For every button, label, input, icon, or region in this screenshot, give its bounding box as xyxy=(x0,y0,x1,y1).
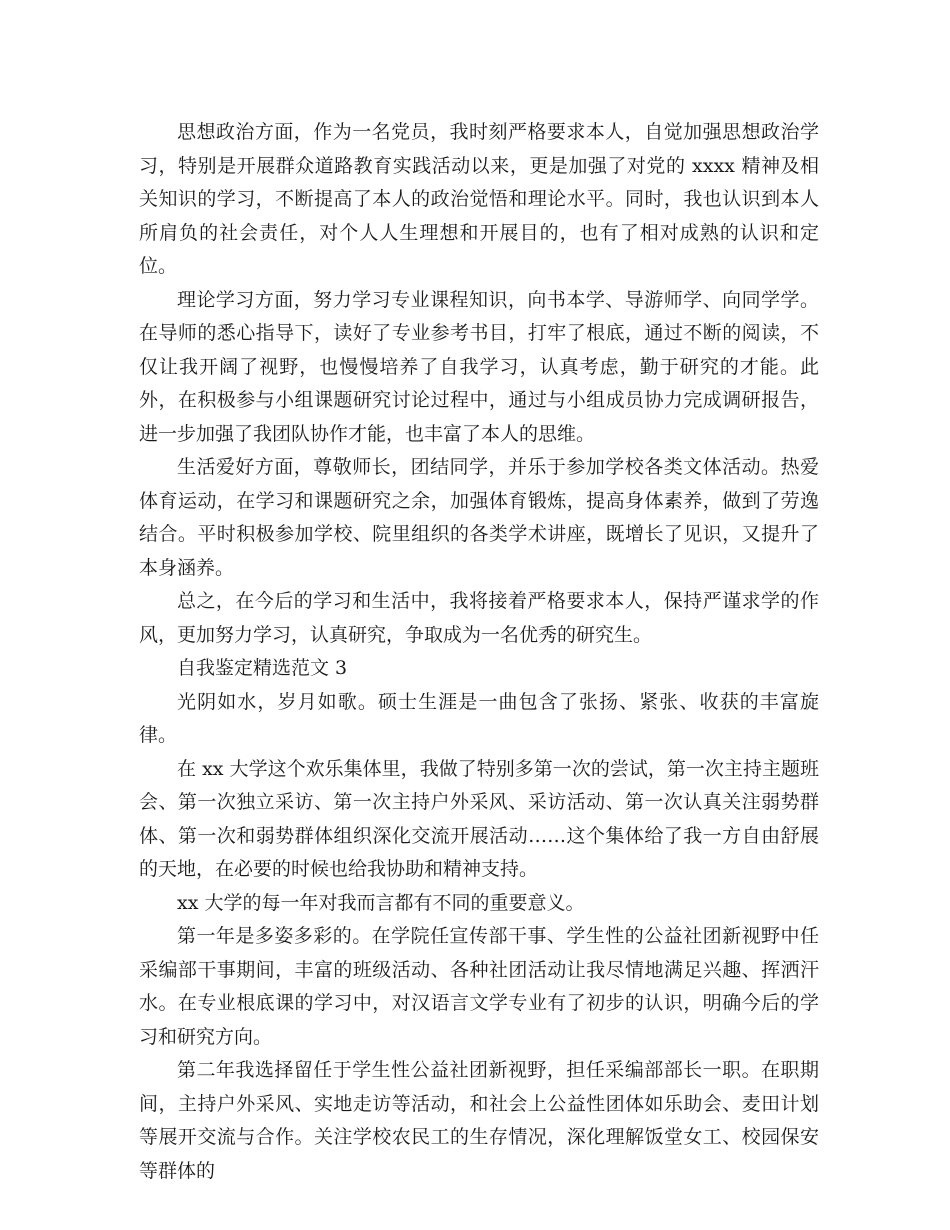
paragraph-second-year: 第二年我选择留任于学生性公益社团新视野，担任采编部部长一职。在职期间，主持户外采风、实地走访等活动，和社会上公益性团体如乐助会、麦田计划等展开交流与合作。关注学校农民工的生存情况，深化理解饭堂女工、校园保安等群体的 xyxy=(139,1059,819,1182)
document-body xyxy=(139,116,819,1188)
paragraph-summary: 总之，在今后的学习和生活中，我将接着严格要求本人，保持严谨求学的作风，更加努力学习，认真研究，争取成为一名优秀的研究生。 xyxy=(139,590,819,646)
paragraph-political: 思想政治方面，作为一名党员，我时刻严格要求本人，自觉加强思想政治学习，特别是开展群众道路教育实践活动以来，更是加强了对党的 xxxx 精神及相关知识的学习，不断提高了本人的政治觉悟和理论水平。同时，我也认识到本人所肩负的社会责任，对个人人生理想和开展目的，也有了相对成熟的认识和定位。 xyxy=(139,121,819,277)
paragraph-first-attempts: 在 xx 大学这个欢乐集体里，我做了特别多第一次的尝试，第一次主持主题班会、第一次独立采访、第一次主持户外采风、采访活动、第一次认真关注弱势群体、第一次和弱势群体组织深化交流开展活动……这个集体给了我一方自由舒展的天地，在必要的时候也给我协助和精神支持。 xyxy=(139,757,819,880)
paragraph-intro: 光阴如水，岁月如歌。硕士生涯是一曲包含了张扬、紧张、收获的丰富旋律。 xyxy=(139,690,819,746)
section-heading: 自我鉴定精选范文 3 xyxy=(177,657,348,679)
paragraph-life-hobbies: 生活爱好方面，尊敬师长，团结同学，并乐于参加学校各类文体活动。热爱体育运动，在学习和课题研究之余，加强体育锻炼，提高身体素养，做到了劳逸结合。平时积极参加学校、院里组织的各类学术讲座，既增长了见识，又提升了本身涵养。 xyxy=(139,456,819,579)
paragraph-theory-study: 理论学习方面，努力学习专业课程知识，向书本学、导游师学、向同学学。在导师的悉心指导下，读好了专业参考书目，打牢了根底，通过不断的阅读，不仅让我开阔了视野，也慢慢培养了自我学习，认真考虑，勤于研究的才能。此外，在积极参与小组课题研究讨论过程中，通过与小组成员协力完成调研报告，进一步加强了我团队协作才能，也丰富了本人的思维。 xyxy=(139,288,819,445)
paragraph-first-year: 第一年是多姿多彩的。在学院任宣传部干事、学生性的公益社团新视野中任采编部干事期间，丰富的班级活动、各种社团活动让我尽情地满足兴趣、挥洒汗水。在专业根底课的学习中，对汉语言文学专业有了初步的认识，明确今后的学习和研究方向。 xyxy=(139,925,819,1048)
paragraph-years-meaning: xx 大学的每一年对我而言都有不同的重要意义。 xyxy=(177,891,585,914)
